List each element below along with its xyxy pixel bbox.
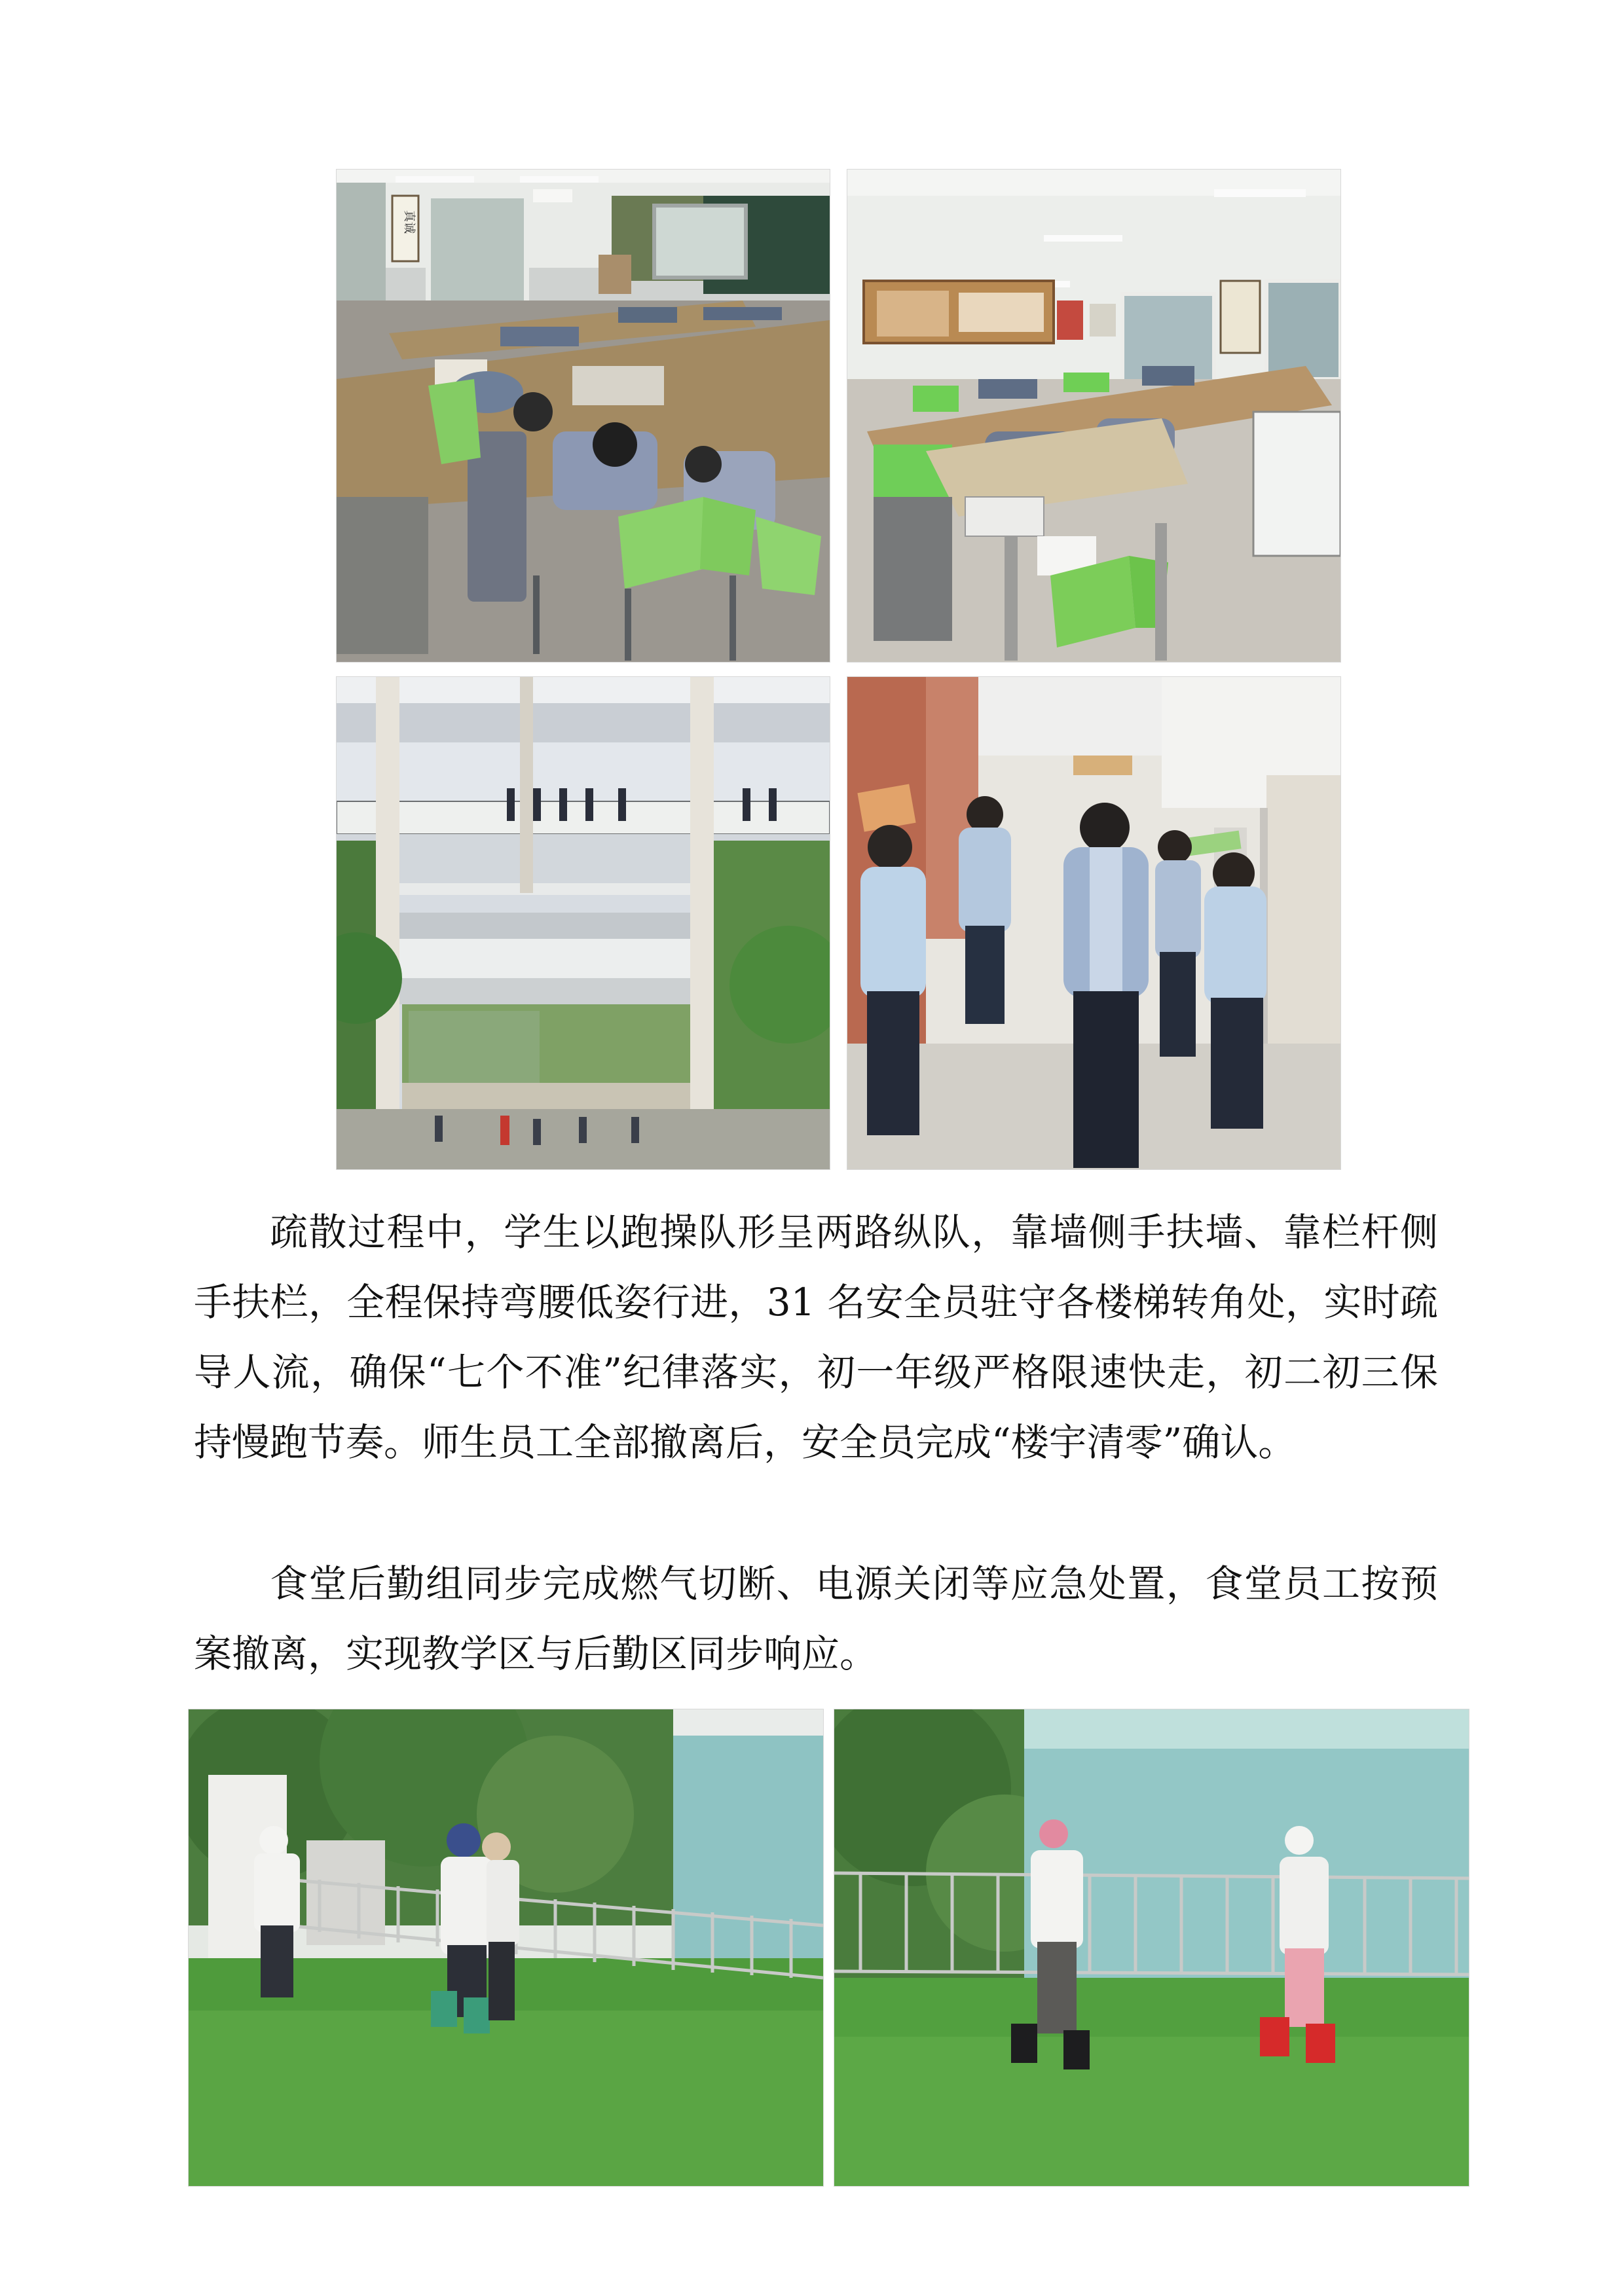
- photo-canteen-staff-right: [834, 1709, 1469, 2187]
- photo-corridor-evacuation: [336, 676, 830, 1170]
- plaque-text: 真诚: [402, 210, 416, 234]
- photo-students-head-protection: [847, 676, 1341, 1170]
- photo-classroom-drill-left: [336, 169, 830, 663]
- photo-canteen-staff-left: [188, 1709, 824, 2187]
- paragraph-evacuation-process: 疏散过程中，学生以跑操队形呈两路纵队，靠墙侧手扶墙、靠栏杆侧手扶栏，全程保持弯腰低姿行进，31 名安全员驻守各楼梯转角处，实时疏导人流，确保“七个不准”纪律落实，初一年级严格限速快走，初二初三保持慢跑节奏。师生员工全部撤离后，安全员完成“楼宇清零”确认。: [194, 1210, 1438, 1465]
- paragraph-canteen-response: 食堂后勤组同步完成燃气切断、电源关闭等应急处置，食堂员工按预案撤离，实现教学区与后勤区同步响应。: [194, 1561, 1438, 1676]
- photo-classroom-drill-right: [847, 169, 1341, 663]
